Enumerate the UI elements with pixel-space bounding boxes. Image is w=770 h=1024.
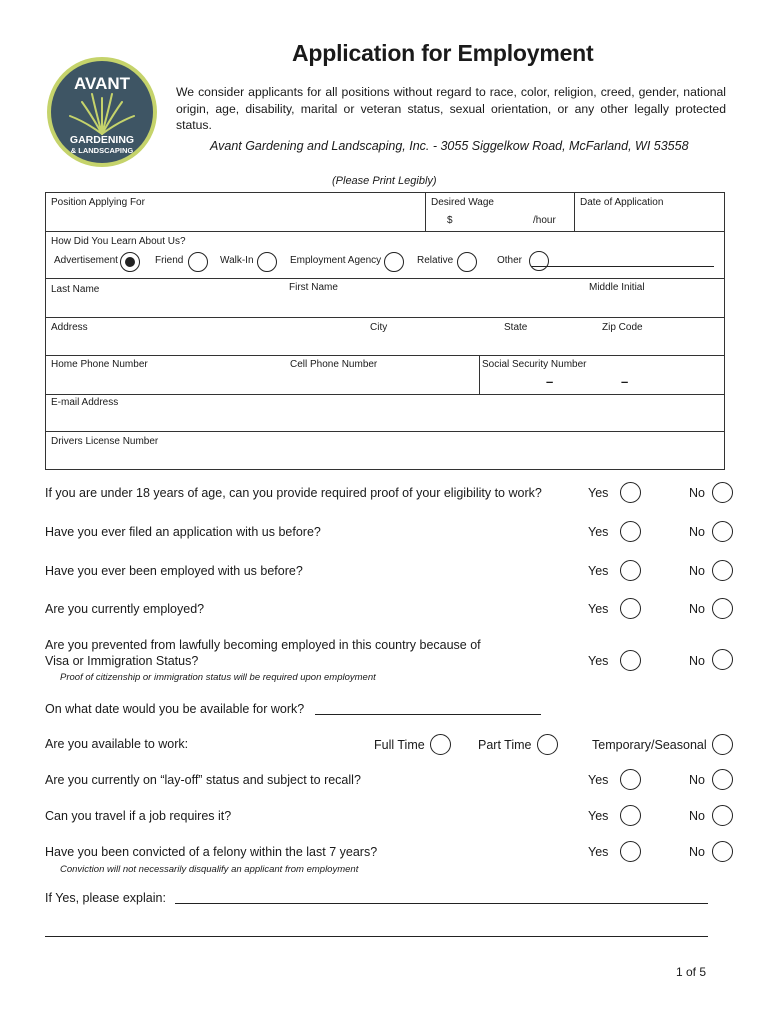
svg-text:GARDENING: GARDENING (69, 134, 135, 146)
citizenship-note: Proof of citizenship or immigration status will be required upon employment (60, 672, 376, 683)
no-label: No (689, 486, 705, 500)
no-label: No (689, 602, 705, 616)
ssn-dash-1: – (546, 374, 554, 389)
svg-text:AVANT: AVANT (73, 74, 131, 93)
position-applying-field[interactable] (45, 192, 426, 232)
option-agency-radio[interactable] (384, 252, 404, 272)
option-walkin-label: Walk-In (220, 255, 254, 266)
question-available-to-work: Are you available to work: (45, 737, 189, 751)
question-filed-before: Have you ever filed an application with us before? (45, 525, 321, 539)
address-row (45, 317, 725, 356)
first-name-label: First Name (289, 282, 338, 293)
no-radio[interactable] (712, 769, 733, 790)
no-radio[interactable] (712, 482, 733, 503)
cell-phone-label: Cell Phone Number (290, 359, 378, 370)
explain-line-2[interactable] (45, 936, 708, 937)
city-label: City (370, 322, 388, 333)
desired-wage-label: Desired Wage (431, 197, 494, 208)
ssn-divider (479, 356, 480, 394)
page-number: 1 of 5 (676, 965, 707, 979)
no-label: No (689, 525, 705, 539)
option-relative-label: Relative (417, 255, 454, 266)
drivers-license-label: Drivers License Number (51, 436, 159, 447)
no-radio[interactable] (712, 598, 733, 619)
yes-label: Yes (588, 773, 609, 787)
question-travel: Can you travel if a job requires it? (45, 809, 232, 823)
no-label: No (689, 773, 705, 787)
ssn-dash-2: – (621, 374, 629, 389)
question-layoff: Are you currently on “lay-off” status and subject to recall? (45, 773, 361, 787)
learn-about-us-row (45, 231, 725, 279)
question-felony: Have you been convicted of a felony within the last 7 years? (45, 845, 378, 859)
print-legibly-note: (Please Print Legibly) (332, 175, 437, 187)
yes-label: Yes (588, 654, 609, 668)
yes-radio[interactable] (620, 521, 641, 542)
name-row (45, 278, 725, 318)
temporary-seasonal-radio[interactable] (712, 734, 733, 755)
no-radio[interactable] (712, 805, 733, 826)
part-time-radio[interactable] (537, 734, 558, 755)
yes-label: Yes (588, 809, 609, 823)
email-label: E-mail Address (51, 397, 119, 408)
full-time-radio[interactable] (430, 734, 451, 755)
felony-note: Conviction will not necessarily disqualify an applicant from employment (60, 864, 359, 875)
other-specify-line[interactable] (531, 266, 714, 267)
last-name-label: Last Name (51, 284, 100, 295)
option-advertisement-label: Advertisement (54, 255, 118, 266)
yes-radio[interactable] (620, 482, 641, 503)
learn-about-us-label: How Did You Learn About Us? (51, 236, 186, 247)
question-under-18: If you are under 18 years of age, can you provide required proof of your eligibility to work? (45, 486, 542, 500)
explain-label: If Yes, please explain: (45, 891, 166, 905)
no-radio[interactable] (712, 560, 733, 581)
option-friend-radio[interactable] (188, 252, 208, 272)
page-title: Application for Employment (292, 40, 594, 66)
question-employed-before: Have you ever been employed with us before? (45, 564, 303, 578)
option-other-radio[interactable] (529, 251, 549, 271)
no-label: No (689, 809, 705, 823)
no-label: No (689, 845, 705, 859)
yes-radio[interactable] (620, 650, 641, 671)
wage-currency: $ (447, 215, 453, 226)
phone-row (45, 355, 725, 395)
yes-radio[interactable] (620, 805, 641, 826)
drivers-license-field[interactable] (45, 431, 725, 470)
date-of-application-label: Date of Application (580, 197, 664, 208)
state-label: State (504, 322, 528, 333)
option-relative-radio[interactable] (457, 252, 477, 272)
company-logo (46, 56, 158, 168)
yes-radio[interactable] (620, 769, 641, 790)
yes-label: Yes (588, 564, 609, 578)
question-available-date: On what date would you be available for work? (45, 702, 305, 716)
no-label: No (689, 564, 705, 578)
middle-initial-label: Middle Initial (589, 282, 645, 293)
position-label: Position Applying For (51, 197, 145, 208)
option-walkin-radio[interactable] (257, 252, 277, 272)
desired-wage-field[interactable] (425, 192, 575, 232)
yes-radio[interactable] (620, 841, 641, 862)
explain-line-1[interactable] (175, 903, 708, 904)
yes-radio[interactable] (620, 560, 641, 581)
svg-text:& LANDSCAPING: & LANDSCAPING (70, 146, 134, 155)
no-radio[interactable] (712, 521, 733, 542)
eeo-statement: We consider applicants for all positions without regard to race, color, religion, creed, gender, national origin, age, disability, marital or veteran status, sexual orientation, or any other legally protected status. (176, 85, 726, 132)
option-other-label: Other (497, 255, 523, 266)
yes-label: Yes (588, 486, 609, 500)
date-of-application-field[interactable] (574, 192, 725, 232)
yes-label: Yes (588, 525, 609, 539)
question-prevented-line-1: Are you prevented from lawfully becoming employed in this country because of (45, 638, 481, 652)
no-radio[interactable] (712, 649, 733, 670)
ssn-label: Social Security Number (482, 359, 587, 370)
no-radio[interactable] (712, 841, 733, 862)
yes-radio[interactable] (620, 598, 641, 619)
address-label: Address (51, 322, 88, 333)
temporary-seasonal-label: Temporary/Seasonal (592, 738, 707, 752)
yes-label: Yes (588, 602, 609, 616)
option-friend-label: Friend (155, 255, 184, 266)
email-field[interactable] (45, 394, 725, 432)
part-time-label: Part Time (478, 738, 532, 752)
option-advertisement-radio[interactable] (120, 252, 140, 272)
no-label: No (689, 654, 705, 668)
zip-code-label: Zip Code (602, 322, 643, 333)
wage-unit: /hour (533, 215, 556, 226)
question-currently-employed: Are you currently employed? (45, 602, 205, 616)
available-date-line[interactable] (315, 714, 541, 715)
full-time-label: Full Time (374, 738, 425, 752)
home-phone-label: Home Phone Number (51, 359, 148, 370)
yes-label: Yes (588, 845, 609, 859)
option-agency-label: Employment Agency (290, 255, 382, 266)
company-address: Avant Gardening and Landscaping, Inc. - 3055 Siggelkow Road, McFarland, WI 53558 (210, 139, 689, 153)
question-prevented-line-2: Visa or Immigration Status? (45, 654, 199, 668)
